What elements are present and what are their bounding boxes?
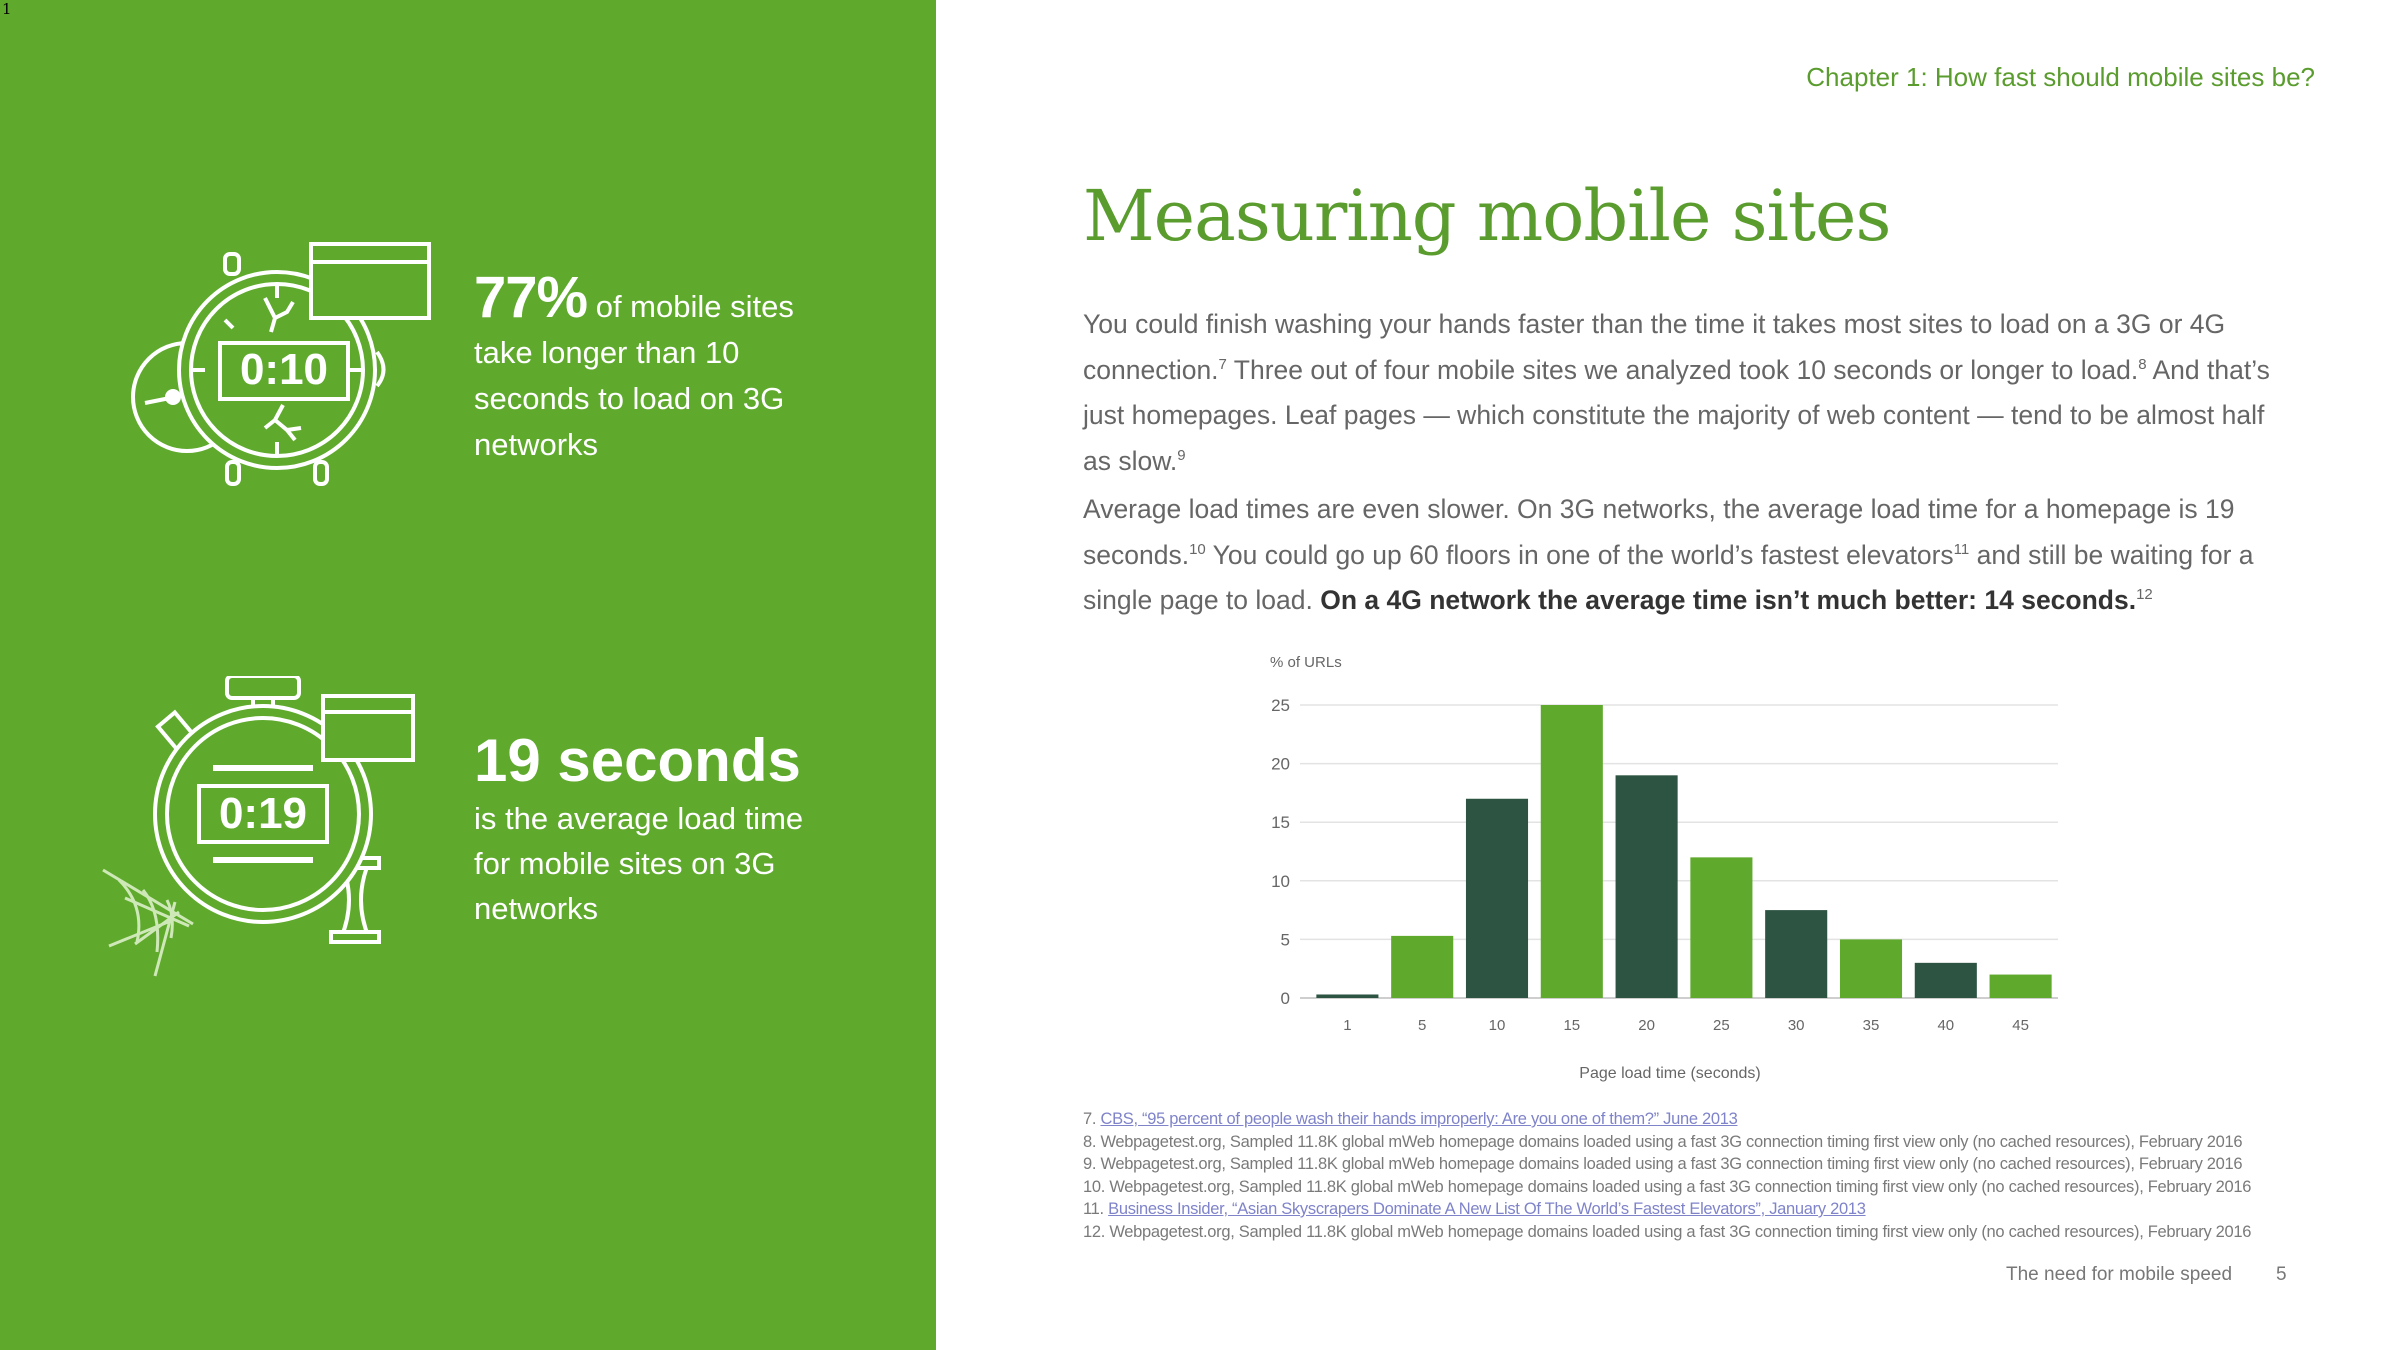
x-axis-label: Page load time (seconds) <box>1579 1065 1761 1082</box>
chart-bar <box>1990 975 2052 998</box>
footnote-text: Webpagetest.org, Sampled 11.8K global mWeb homepage domains loaded using a fast 3G connection timing first view only (no cached resources), February 2016 <box>1109 1222 2252 1241</box>
stat-line: seconds to load on 3G <box>474 381 785 416</box>
stat-line: networks <box>474 427 599 462</box>
y-tick-label: 25 <box>1271 696 1290 715</box>
footer-page-number: 5 <box>2276 1264 2287 1285</box>
x-tick-label: 30 <box>1787 1017 1805 1034</box>
y-tick-label: 15 <box>1271 813 1290 833</box>
footnote-number: 7. <box>1083 1110 1101 1128</box>
footnote-ref: 7 <box>1218 355 1227 373</box>
corner-page-marker: 1 <box>2 0 12 18</box>
stat-value: 19 seconds <box>474 727 801 794</box>
green-stats-panel <box>0 0 936 1350</box>
y-axis-label: % of URLs <box>1270 654 1342 671</box>
stopwatch-cobweb-icon <box>95 676 425 996</box>
y-tick-labels <box>1271 696 1290 1008</box>
chart-bar <box>1466 799 1528 998</box>
footnote-text: Webpagetest.org, Sampled 11.8K global mWeb homepage domains loaded using a fast 3G connection timing first view only (no cached resources), February 2016 <box>1100 1132 2243 1151</box>
footnote-9 <box>1083 1153 2343 1176</box>
chart-bars <box>1316 705 2051 998</box>
chart-bar <box>1616 775 1678 998</box>
x-tick-label: 10 <box>1488 1017 1506 1034</box>
stat-value: 77% <box>474 265 588 330</box>
footnote-number: 9. <box>1083 1155 1101 1173</box>
paragraph-text: Three out of four mobile sites we analyzed took 10 seconds or longer to load. <box>1226 354 2139 385</box>
chapter-title: Chapter 1: How fast should mobile sites be? <box>1806 62 2315 92</box>
chart-bar <box>1391 936 1453 998</box>
footnote-11 <box>1083 1198 2343 1221</box>
footnote-number: 12. <box>1083 1222 1110 1241</box>
stat-line: is the average load time <box>474 801 804 836</box>
body-paragraph-1 <box>1083 302 2273 484</box>
footnote-number: 10. <box>1083 1177 1110 1196</box>
y-tick-label: 10 <box>1271 871 1290 891</box>
x-tick-label: 40 <box>1937 1017 1955 1034</box>
x-tick-label: 15 <box>1563 1017 1581 1034</box>
stat-mobile-sites-percent <box>474 265 894 468</box>
paragraph-bold-text: On a 4G network the average time isn’t much better: 14 seconds. <box>1320 585 2137 615</box>
footnote-link[interactable]: Business Insider, “Asian Skyscrapers Dominate A New List Of The World’s Fastest Elevators”, January 2013 <box>1108 1200 1866 1218</box>
footnotes <box>1083 1108 2343 1243</box>
load-time-histogram <box>1250 640 2080 1095</box>
chart-bar <box>1915 963 1977 998</box>
footer-title: The need for mobile speed <box>2006 1264 2233 1285</box>
x-tick-label: 1 <box>1343 1017 1352 1034</box>
x-tick-label: 45 <box>2012 1017 2029 1034</box>
footnote-8 <box>1083 1131 2343 1154</box>
footnote-text: Webpagetest.org, Sampled 11.8K global mWeb homepage domains loaded using a fast 3G connection timing first view only (no cached resources), February 2016 <box>1100 1155 2243 1173</box>
chart-bar <box>1840 939 1902 998</box>
x-tick-label: 25 <box>1713 1017 1730 1034</box>
x-tick-label: 35 <box>1862 1017 1880 1034</box>
footnote-number: 11. <box>1083 1200 1109 1218</box>
paragraph-text: Average load times are even slower. On 3G networks, the average load time for a homepage is 19 seconds. <box>1083 494 2235 570</box>
stat-text-after-value: of mobile sites <box>587 289 794 324</box>
clock-display-text: 0:10 <box>239 345 329 394</box>
footnote-text: Webpagetest.org, Sampled 11.8K global mWeb homepage domains loaded using a fast 3G connection timing first view only (no cached resources), February 2016 <box>1109 1177 2252 1196</box>
stat-line: for mobile sites on 3G <box>474 846 776 881</box>
footnote-ref: 8 <box>2138 355 2147 373</box>
footnote-ref: 11 <box>1953 540 1970 558</box>
x-tick-label: 5 <box>1418 1017 1427 1034</box>
footnote-12 <box>1083 1221 2343 1244</box>
footnote-ref: 9 <box>1177 446 1186 464</box>
y-tick-label: 5 <box>1280 930 1290 950</box>
stat-line: networks <box>474 891 599 926</box>
stopwatch-clock-icon <box>115 240 435 500</box>
y-tick-label: 20 <box>1271 754 1290 774</box>
footnote-10 <box>1083 1176 2343 1199</box>
stat-line: take longer than 10 <box>474 335 740 370</box>
y-tick-label: 0 <box>1280 989 1290 1008</box>
page-title: Measuring mobile sites <box>1083 175 1891 257</box>
footnote-ref: 12 <box>2136 586 2153 604</box>
chart-bar <box>1541 705 1603 998</box>
chart-bar <box>1316 994 1378 998</box>
footnote-number: 8. <box>1083 1132 1101 1151</box>
footnote-ref: 10 <box>1189 540 1206 558</box>
paragraph-text: and still be waiting for a single page to load. <box>1083 539 2254 615</box>
x-tick-labels <box>1343 1017 2029 1034</box>
footnote-7 <box>1083 1108 2343 1131</box>
chart-bar <box>1765 910 1827 998</box>
body-paragraph-2 <box>1083 487 2273 624</box>
footnote-link[interactable]: CBS, “95 percent of people wash their hands improperly: Are you one of them?” June 2013 <box>1100 1110 1738 1128</box>
x-tick-label: 20 <box>1638 1017 1655 1034</box>
clock-display-text: 0:19 <box>218 789 308 838</box>
chart-bar <box>1690 857 1752 998</box>
stat-average-load-time <box>474 726 894 931</box>
paragraph-text: You could go up 60 floors in one of the world’s fastest elevators <box>1205 539 1954 570</box>
paragraph-text: And that’s just homepages. Leaf pages — which constitute the majority of web content — tend to be almost half as slow. <box>1083 354 2270 476</box>
chart-svg <box>1250 640 2080 1090</box>
paragraph-text: You could finish washing your hands faster than the time it takes most sites to load on a 3G or 4G connection. <box>1083 309 2226 385</box>
